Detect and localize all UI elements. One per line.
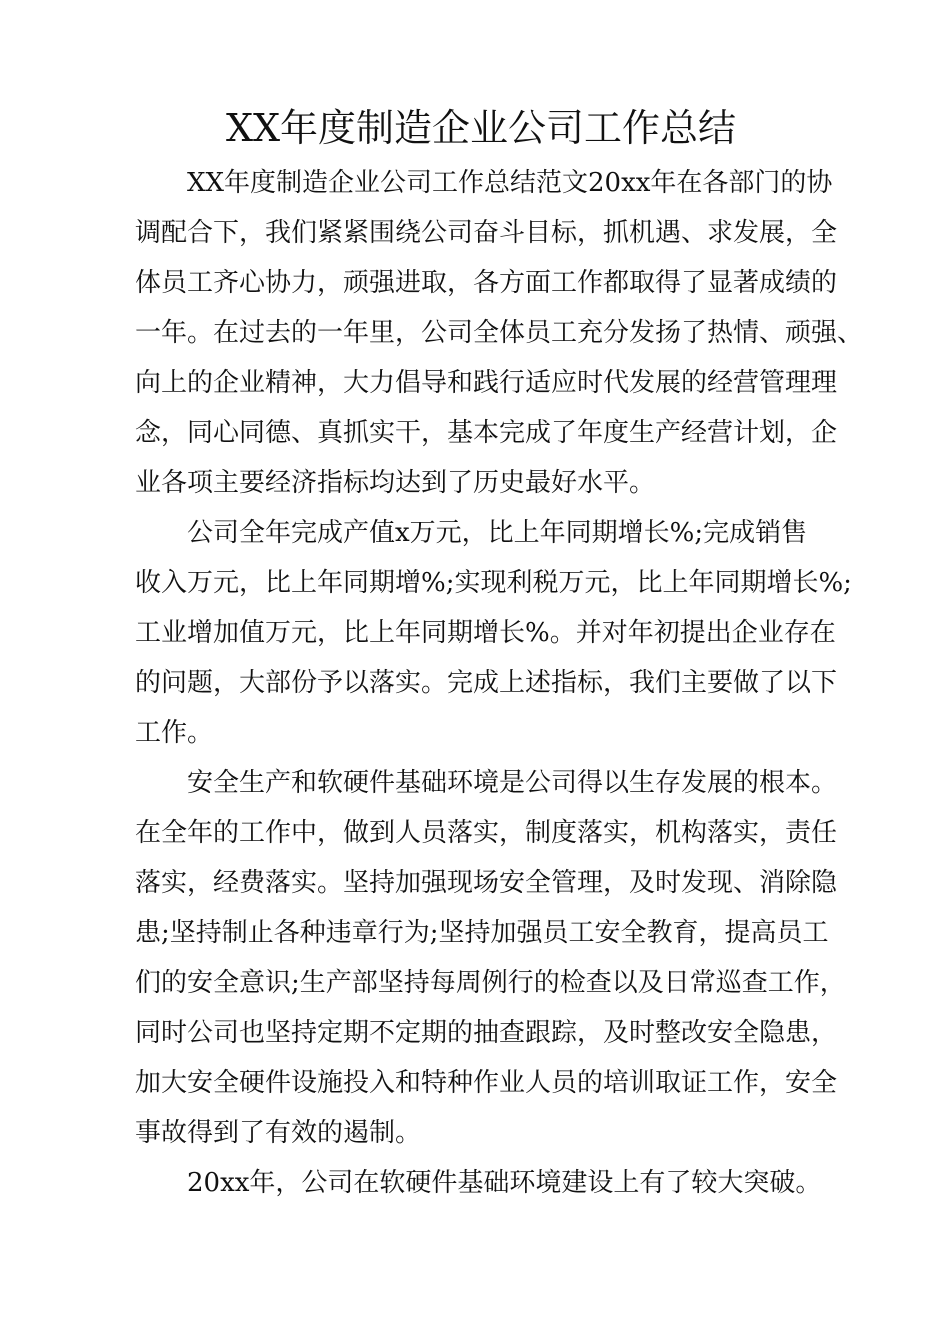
paragraph-line: 们的安全意识;生产部坚持每周例行的检查以及日常巡查工作，	[135, 968, 846, 998]
paragraph-line: 加大安全硬件设施投入和特种作业人员的培训取证工作，安全	[135, 1068, 838, 1098]
paragraph-line: 向上的企业精神，大力倡导和践行适应时代发展的经营管理理	[135, 368, 838, 398]
paragraph-line: 调配合下，我们紧紧围绕公司奋斗目标，抓机遇、求发展，全	[135, 218, 838, 248]
paragraph-line: 一年。在过去的一年里，公司全体员工充分发扬了热情、顽强、	[135, 318, 864, 348]
paragraph-line: 收入万元，比上年同期增%;实现利税万元，比上年同期增长%;	[135, 568, 852, 598]
paragraph-line: 在全年的工作中，做到人员落实，制度落实，机构落实，责任	[135, 818, 838, 848]
paragraph-line: 业各项主要经济指标均达到了历史最好水平。	[135, 468, 656, 498]
paragraph-line: 念，同心同德、真抓实干，基本完成了年度生产经营计划，企	[135, 418, 838, 448]
paragraph-line: 事故得到了有效的遏制。	[135, 1118, 422, 1148]
paragraph-line: 同时公司也坚持定期不定期的抽查跟踪，及时整改安全隐患，	[135, 1018, 838, 1048]
paragraph-line: 工作。	[135, 718, 214, 748]
paragraph-line: 患;坚持制止各种违章行为;坚持加强员工安全教育，提高员工	[135, 918, 829, 948]
document-title: XX年度制造企业公司工作总结	[225, 106, 737, 150]
paragraph-line: XX年度制造企业公司工作总结范文20xx年在各部门的协	[187, 168, 833, 198]
paragraph-line: 的问题，大部份予以落实。完成上述指标，我们主要做了以下	[135, 668, 838, 698]
paragraph-3	[135, 758, 846, 1158]
paragraph-2	[135, 508, 852, 758]
paragraph-line: 体员工齐心协力，顽强进取，各方面工作都取得了显著成绩的	[135, 268, 838, 298]
document-body	[135, 158, 864, 1208]
paragraph-line: 安全生产和软硬件基础环境是公司得以生存发展的根本。	[187, 768, 838, 798]
paragraph-line: 公司全年完成产值x万元，比上年同期增长%;完成销售	[187, 518, 808, 548]
paragraph-line: 落实，经费落实。坚持加强现场安全管理，及时发现、消除隐	[135, 868, 838, 898]
paragraph-line: 工业增加值万元，比上年同期增长%。并对年初提出企业存在	[135, 618, 836, 648]
paragraph-line: 20xx年，公司在软硬件基础环境建设上有了较大突破。	[187, 1168, 822, 1198]
paragraph-4	[135, 1158, 835, 1208]
paragraph-1	[135, 158, 864, 508]
